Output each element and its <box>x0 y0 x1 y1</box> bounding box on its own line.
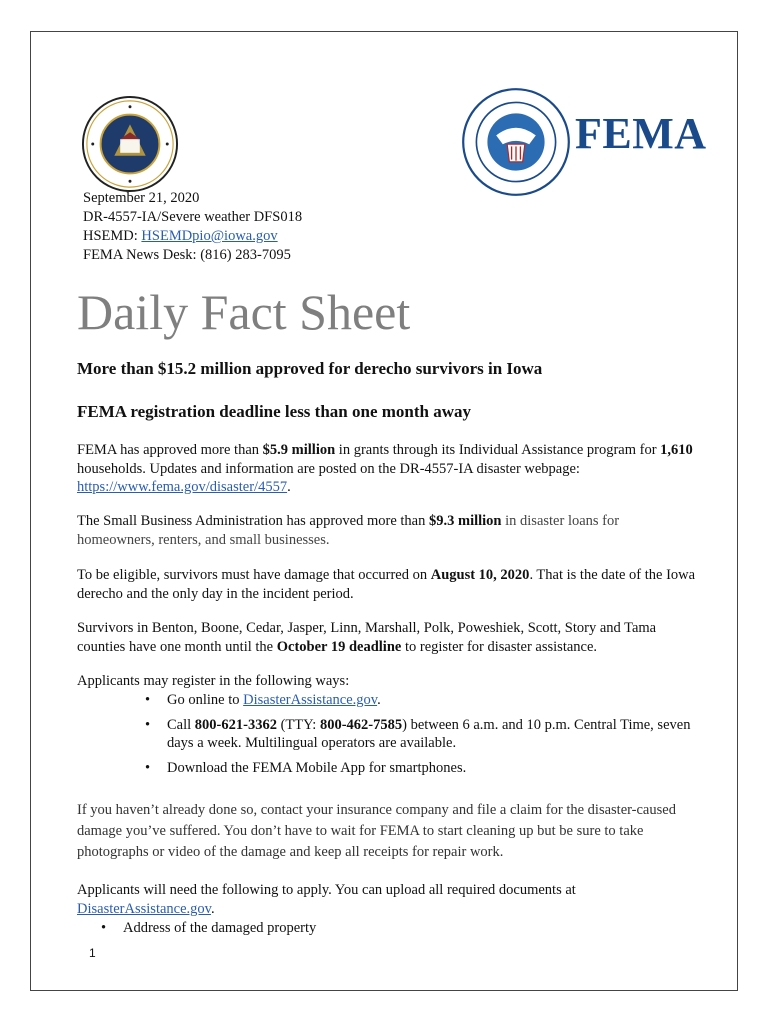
hsemd-contact: HSEMD: HSEMDpio@iowa.gov <box>83 228 278 244</box>
paragraph-counties-deadline: Survivors in Benton, Boone, Cedar, Jasper, Linn, Marshall, Polk, Poweshiek, Scott, Story and Tama counties have one month until the October 19 deadline to register for disaster assistance. <box>77 620 657 655</box>
document-page <box>30 31 738 991</box>
registration-methods-list <box>77 691 697 783</box>
release-date: September 21, 2020 <box>83 190 200 206</box>
list-item: • Download the FEMA Mobile App for smartphones. <box>145 759 467 776</box>
paragraph-sba-loans: The Small Business Administration has approved more than $9.3 million in disaster loans for homeowners, renters, and small businesses. <box>77 513 620 548</box>
news-desk-contact: FEMA News Desk: (816) 283-7095 <box>83 247 291 263</box>
fema-logo <box>461 87 707 202</box>
subhead-funding: More than $15.2 million approved for derecho survivors in Iowa <box>77 359 543 378</box>
page-number: 1 <box>89 946 96 960</box>
list-item: • Go online to DisasterAssistance.gov. <box>145 692 381 708</box>
list-item: • Address of the damaged property <box>101 920 317 936</box>
required-documents-list <box>77 919 697 938</box>
dhs-seal-logo <box>461 87 571 197</box>
contact-header <box>83 189 302 265</box>
disaster-reference: DR-4557-IA/Severe weather DFS018 <box>83 209 303 225</box>
hsemd-email-link[interactable]: HSEMDpio@iowa.gov <box>141 228 278 244</box>
paragraph-documents: Applicants will need the following to apply. You can upload all required documents at DisasterAssistance.gov. <box>77 882 576 917</box>
paragraph-eligibility: To be eligible, survivors must have damage that occurred on August 10, 2020. That is the date of the Iowa derecho and the only day in the incident period. <box>77 567 696 602</box>
list-item: • Call 800-621-3362 (TTY: 800-462-7585) between 6 a.m. and 10 p.m. Central Time, seven days a week. Multilingual operators are available. <box>145 716 691 751</box>
subhead-deadline: FEMA registration deadline less than one month away <box>77 402 472 421</box>
paragraph-fema-approved: FEMA has approved more than $5.9 million in grants through its Individual Assistance program for 1,610 households. Updates and information are posted on the DR-4557-IA disaster webpage: https://www.fema.gov/disaster/4557. <box>77 442 693 495</box>
iowa-hsemd-seal-logo <box>81 95 179 193</box>
paragraph-register-ways: Applicants may register in the following ways: <box>77 673 350 689</box>
paragraph-insurance: If you haven’t already done so, contact your insurance company and file a claim for the disaster-caused damage you’ve suffered. You don’t have to wait for FEMA to start cleaning up but be sure to take photographs or video of the damage and keep all receipts for repair work. <box>77 802 676 860</box>
disasterassistance-link[interactable]: DisasterAssistance.gov <box>243 692 378 708</box>
page-title: Daily Fact Sheet <box>77 284 411 340</box>
disasterassistance-link-2[interactable]: DisasterAssistance.gov <box>77 900 211 917</box>
fema-wordmark: FEMA <box>575 109 707 158</box>
disaster-webpage-link[interactable]: https://www.fema.gov/disaster/4557 <box>77 479 288 495</box>
